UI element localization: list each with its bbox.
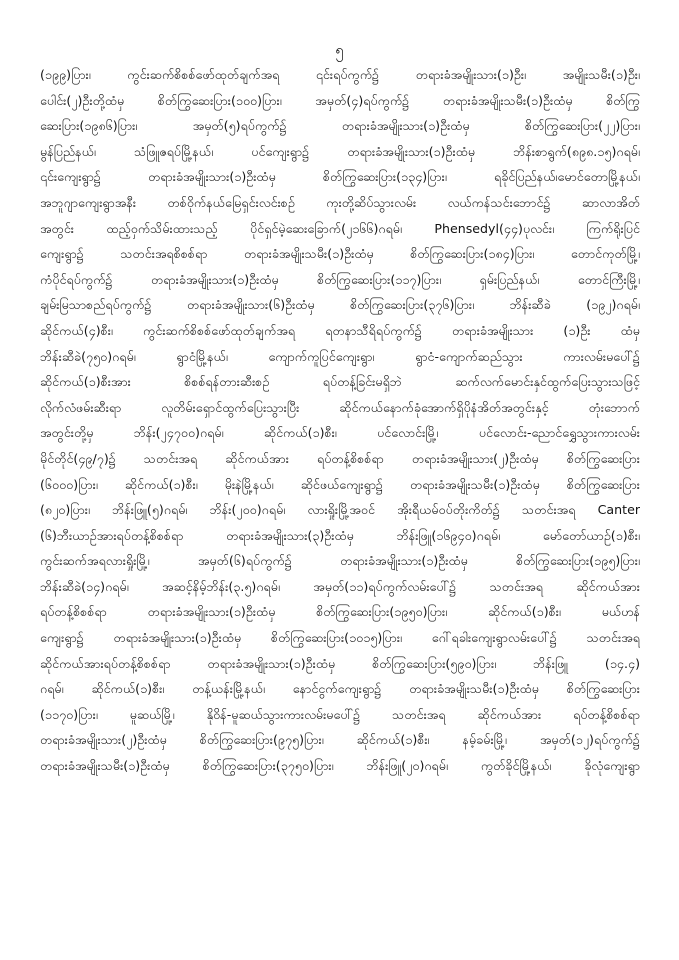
text-line: တရားခံအမျိုးသား(၂)ဦးထံမှ စိတ်ကြွဆေးပြား(၉၇၅)ပြား၊ ဆိုင်ကယ်(၁)စီး၊ နမ့်ခမ်းမြို့၊ အမှတ်(၁၂)ရပ်ကွက်၌ <box>40 732 640 748</box>
text-line: (၆၀၀၀)ပြား၊ ဆိုင်ကယ်(၁)စီး၊ မိုးနဲမြို့နယ်၊ ဆိုင်ဖယ်ကျေးရွာ၌ တရားခံအမျိုးသမီး(၁)ဦးထံမှ စိတ်ကြွဆေးပြား <box>40 476 640 492</box>
text-line: (၁၁၇၀)ပြား၊ မူဆယ်မြို့၊ နိုဝိန်-မူဆယ်သွားကားလမ်းမပေါ်၌ သတင်းအရ ဆိုင်ကယ်အား ရပ်တန့်စိစစ်ရာ <box>40 706 640 722</box>
text-line: ဆေးပြား(၁၉၈၆)ပြား၊ အမှတ်(၅)ရပ်ကွက်၌ တရားခံအမျိုးသား(၁)ဦးထံမှ စိတ်ကြွဆေးပြား(၂၂)ပြား၊ <box>40 118 640 134</box>
text-line: ချမ်းမြသာစည်ရပ်ကွက်၌ တရားခံအမျိုးသား(၆)ဦးထံမှ စိတ်ကြွဆေးပြား(၃၇၆)ပြား၊ ဘိန်းဆီခဲ (၁၉၂)ဂရမ်၊ <box>40 297 640 313</box>
text-line: ကံပိုင်ရပ်ကွက်၌ တရားခံအမျိုးသား(၁)ဦးထံမှ စိတ်ကြွဆေးပြား(၁၁၇)ပြား၊ ရှမ်းပြည်နယ်၊ တောင်ကြီးမြို့၊ <box>40 271 640 287</box>
text-line: ဆိုင်ကယ်အားရပ်တန့်စိစစ်ရာ တရားခံအမျိုးသား(၁)ဦးထံမှ စိတ်ကြွဆေးပြား(၅၉၀)ပြား၊ ဘိန်းဖြူ (၁၄.၄) <box>40 655 640 671</box>
text-line: ကွင်းဆက်အရလားရှိုးမြို့၊ အမှတ်(၆)ရပ်ကွက်၌ တရားခံအမျိုးသား(၁)ဦးထံမှ စိတ်ကြွဆေးပြား(၁၉၅)ပြား၊ <box>40 553 640 569</box>
text-line: (၁၉၉)ပြား၊ ကွင်းဆက်စိစစ်ဖော်ထုတ်ချက်အရ ၎င်းရပ်ကွက်၌ တရားခံအမျိုးသား(၁)ဦး၊ အမျိုးသမီး(၁)ဦး၊ <box>40 67 640 82</box>
text-line: ပေါင်း(၂)ဦးတို့ထံမှ စိတ်ကြွဆေးပြား(၁၀၀)ပြား၊ အမှတ်(၄)ရပ်ကွက်၌ တရားခံအမျိုးသမီး(၁)ဦးထံမှ စိတ်ကြွ <box>40 92 640 108</box>
text-line: အတွင်း ထည့်ဝှက်သိမ်းထားသည့် ပိုင်ရှင်မဲ့ဆေးခြောက်(၂၁၆၆)ဂရမ်၊ Phensedyl(၄၄)ပုလင်း၊ ကြက်ရိုးပြင် <box>40 220 640 236</box>
text-line: အဘူဂျာကျေးရွာအနီး တစ်ဝိုက်နယ်မြေရှင်းလင်းစဉ် ကုးတို့ဆိပ်သွားလမ်း လယ်ကန်သင်းဘောင်၌ ဆာလာအိတ် <box>40 194 640 210</box>
text-line: မိုင်တိုင်(၄၉/၇)၌ သတင်းအရ ဆိုင်ကယ်အား ရပ်တန့်စိစစ်ရာ တရားခံအမျိုးသား(၂)ဦးထံမှ စိတ်ကြွဆေးပြား <box>40 450 640 466</box>
text-line: ဂရမ်၊ ဆိုင်ကယ်(၁)စီး၊ တန့်ယန်းမြို့နယ်၊ နောင်ငွက်ကျေးရွာ၌ တရားခံအမျိုးသမီး(၁)ဦးထံမှ စိတ်ကြွဆေးပြား <box>40 681 640 697</box>
text-line: ဘိန်းဆီခဲ(၇၅၀)ဂရမ်၊ ရွာငံမြို့နယ်၊ ကျောက်ကူပြင်ကျေးရွာ၊ ရွာငံ-ကျောက်ဆည်သွား ကားလမ်းမပေါ်၌ <box>40 348 640 364</box>
text-line: ကျေးရွာ၌ သတင်းအရစိစစ်ရာ တရားခံအမျိုးသမီး(၁)ဦးထံမှ စိတ်ကြွဆေးပြား(၁၈၄)ပြား၊ တောင်ကုတ်မြို့၊ <box>40 246 640 262</box>
text-line: ရပ်တန့်စိစစ်ရာ တရားခံအမျိုးသား(၁)ဦးထံမှ စိတ်ကြွဆေးပြား(၁၉၅၀)ပြား၊ ဆိုင်ကယ်(၁)စီး၊ မယ်ဟန် <box>40 604 640 620</box>
text-line: မွန်ပြည်နယ်၊ သံဖြူဇရပ်မြို့နယ်၊ ပင်ကျေးရွာ၌ တရားခံအမျိုးသား(၁)ဦးထံမှ ဘိန်းစာရွက်(၈၉၈.၁၅)ဂရမ်၊ <box>40 143 640 159</box>
page-number: ၅ <box>335 41 344 59</box>
text-line: တရားခံအမျိုးသမီး(၁)ဦးထံမှ စိတ်ကြွဆေးပြား(၃၇၅၀)ပြား၊ ဘိန်းဖြူ(၂၀)ဂရမ်၊ ကွတ်ခိုင်မြို့နယ်၊ ခိုလုံကျေးရွာ <box>40 758 640 774</box>
text-line: ဘိန်းဆီခဲ(၁၄)ဂရမ်၊ အဆင့်နိမ့်ဘိန်း(၃.၅)ဂရမ်၊ အမှတ်(၁၁)ရပ်ကွက်လမ်းပေါ်၌ သတင်းအရ ဆိုင်ကယ်အား <box>40 578 640 594</box>
text-line: အတွင်းတို့မှ ဘိန်း(၂၄၇၀၀)ဂရမ်၊ ဆိုင်ကယ်(၁)စီး၊ ပင်လောင်းမြို့၊ ပင်လောင်း-ညောင်ရွှေသွားကားလမ်း <box>40 425 640 441</box>
body-paragraph <box>40 62 640 830</box>
text-line: ဆိုင်ကယ်(၁)စီးအား စိစစ်ရန်တားဆီးစဉ် ရပ်တန့်ခြင်းမရှိဘဲ ဆက်လက်မောင်းနှင်ထွက်ပြေးသွားသဖြင့် <box>40 374 640 390</box>
text-line <box>40 779 640 805</box>
text-line: (၆)ဘီးယာဉ်အားရပ်တန့်စိစစ်ရာ တရားခံအမျိုးသား(၃)ဦးထံမှ ဘိန်းဖြူ(၁၆၉၄၀)ဂရမ်၊ မော်တော်ယာဉ်(၁)စီး၊ <box>40 527 640 543</box>
text-line: (၈၂၀)ပြား၊ ဘိန်းဖြူ(၅)ဂရမ်၊ ဘိန်း(၂၀၀)ဂရမ်၊ လားရှိုးမြို့အဝင် အိုးရီယမ်ဝပ်တိုးကိတ်၌ သတင်းအရ Canter <box>40 502 640 518</box>
text-line: လိုက်လံဖမ်းဆီးရာ လူတိမ်းရှောင်ထွက်ပြေးသွားပြီး ဆိုင်ကယ်နောက်ခုံအောက်ရှိပိုနံအိတ်အတွင်းနှင့် တုံးဘောက် <box>40 399 640 415</box>
text-line: ၎င်းကျေးရွာ၌ တရားခံအမျိုးသား(၁)ဦးထံမှ စိတ်ကြွဆေးပြား(၁၃၄)ပြား၊ ရခိုင်ပြည်နယ်၊မောင်တောမြို့နယ်၊ <box>40 169 640 185</box>
text-line <box>40 804 640 830</box>
text-line: ဆိုင်ကယ်(၄)စီး၊ ကွင်းဆက်စိစစ်ဖော်ထုတ်ချက်အရ ရတနာသီရိရပ်ကွက်၌ တရားခံအမျိုးသား (၁)ဦး ထံမှ <box>40 322 640 338</box>
text-line: ကျေးရွာ၌ တရားခံအမျိုးသား(၁)ဦးထံမှ စိတ်ကြွဆေးပြား(၁၀၁၅)ပြား၊ ဂေါ်ရခါးကျေးရွာလမ်းပေါ်၌ သတင်းအရ <box>40 630 640 646</box>
